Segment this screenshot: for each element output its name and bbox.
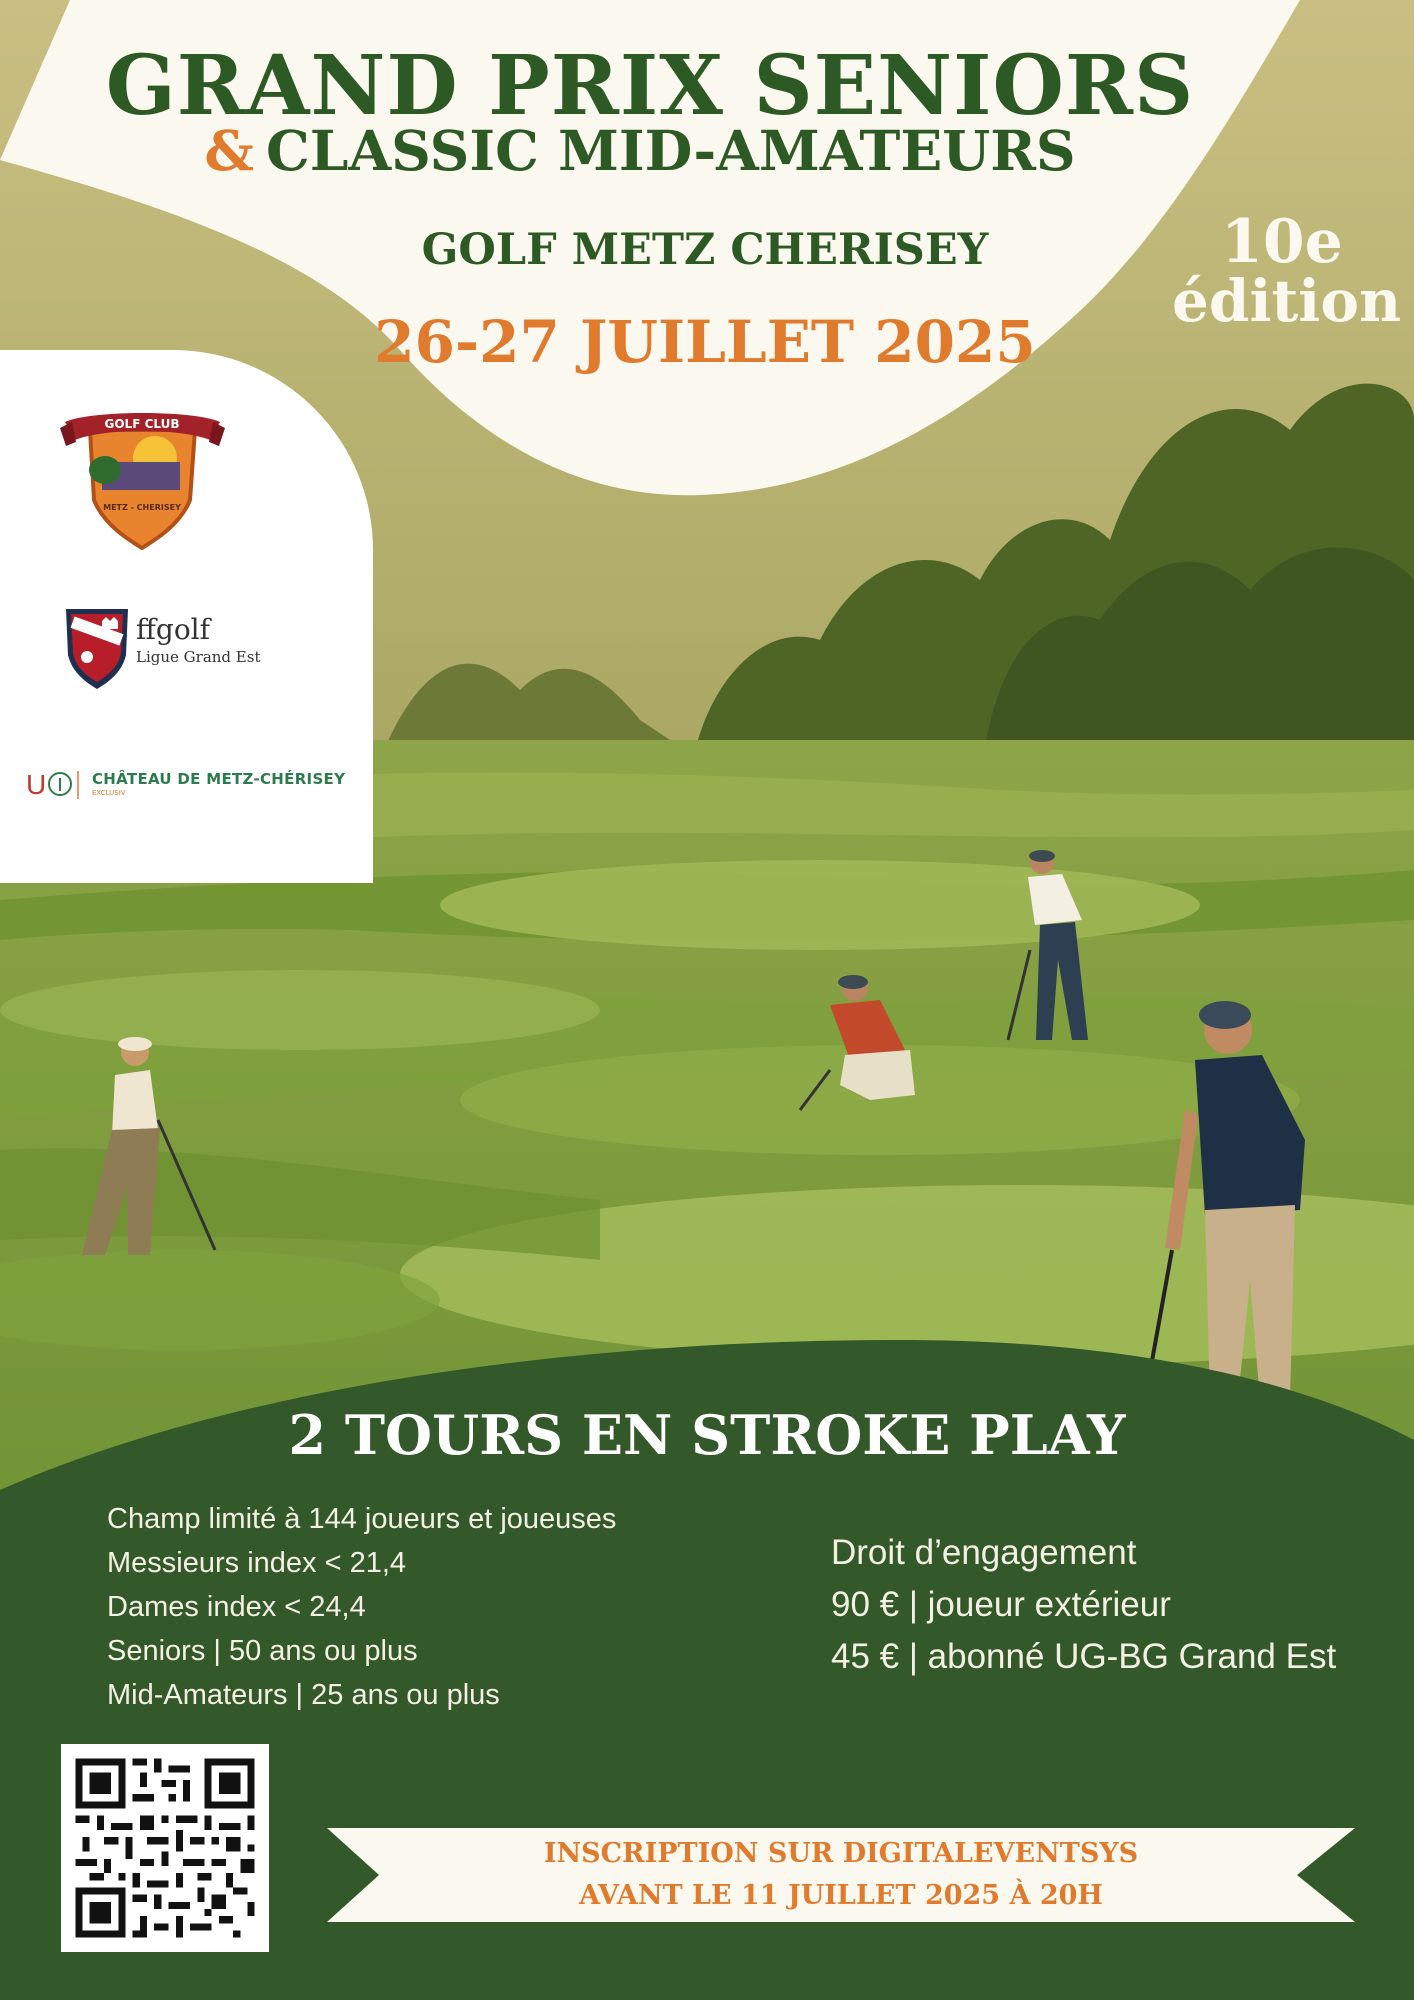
chateau-tag: EXCLUSIV xyxy=(92,789,126,797)
event-dates: 26-27 JUILLET 2025 xyxy=(374,308,1036,376)
edition-label: édition xyxy=(1172,267,1402,335)
event-subtitle-text: CLASSIC MID-AMATEURS xyxy=(266,118,1076,183)
format-title: 2 TOURS EN STROKE PLAY xyxy=(288,1403,1126,1467)
rule-item: Dames index < 24,4 xyxy=(107,1591,366,1623)
registration-qr-code[interactable] xyxy=(61,1744,269,1952)
entry-fees xyxy=(831,1527,1336,1683)
title-ampersand: & xyxy=(204,118,255,183)
registration-line-1: INSCRIPTION SUR DIGITALEVENTSYS xyxy=(543,1838,1139,1869)
edition-number: 10e xyxy=(1221,207,1343,277)
chateau-monogram-icon xyxy=(26,765,86,805)
rule-item: Messieurs index < 21,4 xyxy=(107,1547,407,1579)
ffgolf-ligue-grand-est-logo xyxy=(62,605,262,695)
event-subtitle xyxy=(150,118,1130,183)
rule-item: Seniors | 50 ans ou plus xyxy=(107,1635,418,1667)
fee-item: 90 € | joueur extérieur xyxy=(831,1585,1171,1624)
venue-name: GOLF METZ CHERISEY xyxy=(421,225,989,275)
event-title: GRAND PRIX SENIORS xyxy=(105,38,1195,134)
rule-item: Champ limité à 144 joueurs et joueuses xyxy=(107,1503,617,1535)
chateau-metz-cherisey-logo xyxy=(26,765,356,805)
ffgolf-name: ffgolf xyxy=(136,613,210,646)
qr-code-icon xyxy=(61,1744,269,1952)
ffgolf-subtitle: Ligue Grand Est xyxy=(136,648,261,666)
chateau-monogram: U xyxy=(26,769,47,800)
rule-item: Mid-Amateurs | 25 ans ou plus xyxy=(107,1679,500,1711)
club-logo-bottom-text: METZ - CHERISEY xyxy=(103,503,181,512)
ffgolf-text xyxy=(136,613,260,666)
fee-item: 45 € | abonné UG-BG Grand Est xyxy=(831,1637,1337,1676)
ffgolf-shield-icon xyxy=(62,605,132,691)
club-logo-top-text: GOLF CLUB xyxy=(104,417,180,431)
golf-club-metz-cherisey-logo xyxy=(60,400,225,550)
edition-badge xyxy=(1172,207,1402,335)
fees-heading: Droit d’engagement xyxy=(831,1533,1137,1572)
eligibility-rules xyxy=(107,1497,616,1717)
chateau-name: CHÂTEAU DE METZ-CHÉRISEY xyxy=(92,770,346,788)
registration-info xyxy=(327,1828,1355,1922)
registration-line-2: AVANT LE 11 JUILLET 2025 À 20H xyxy=(579,1880,1103,1911)
